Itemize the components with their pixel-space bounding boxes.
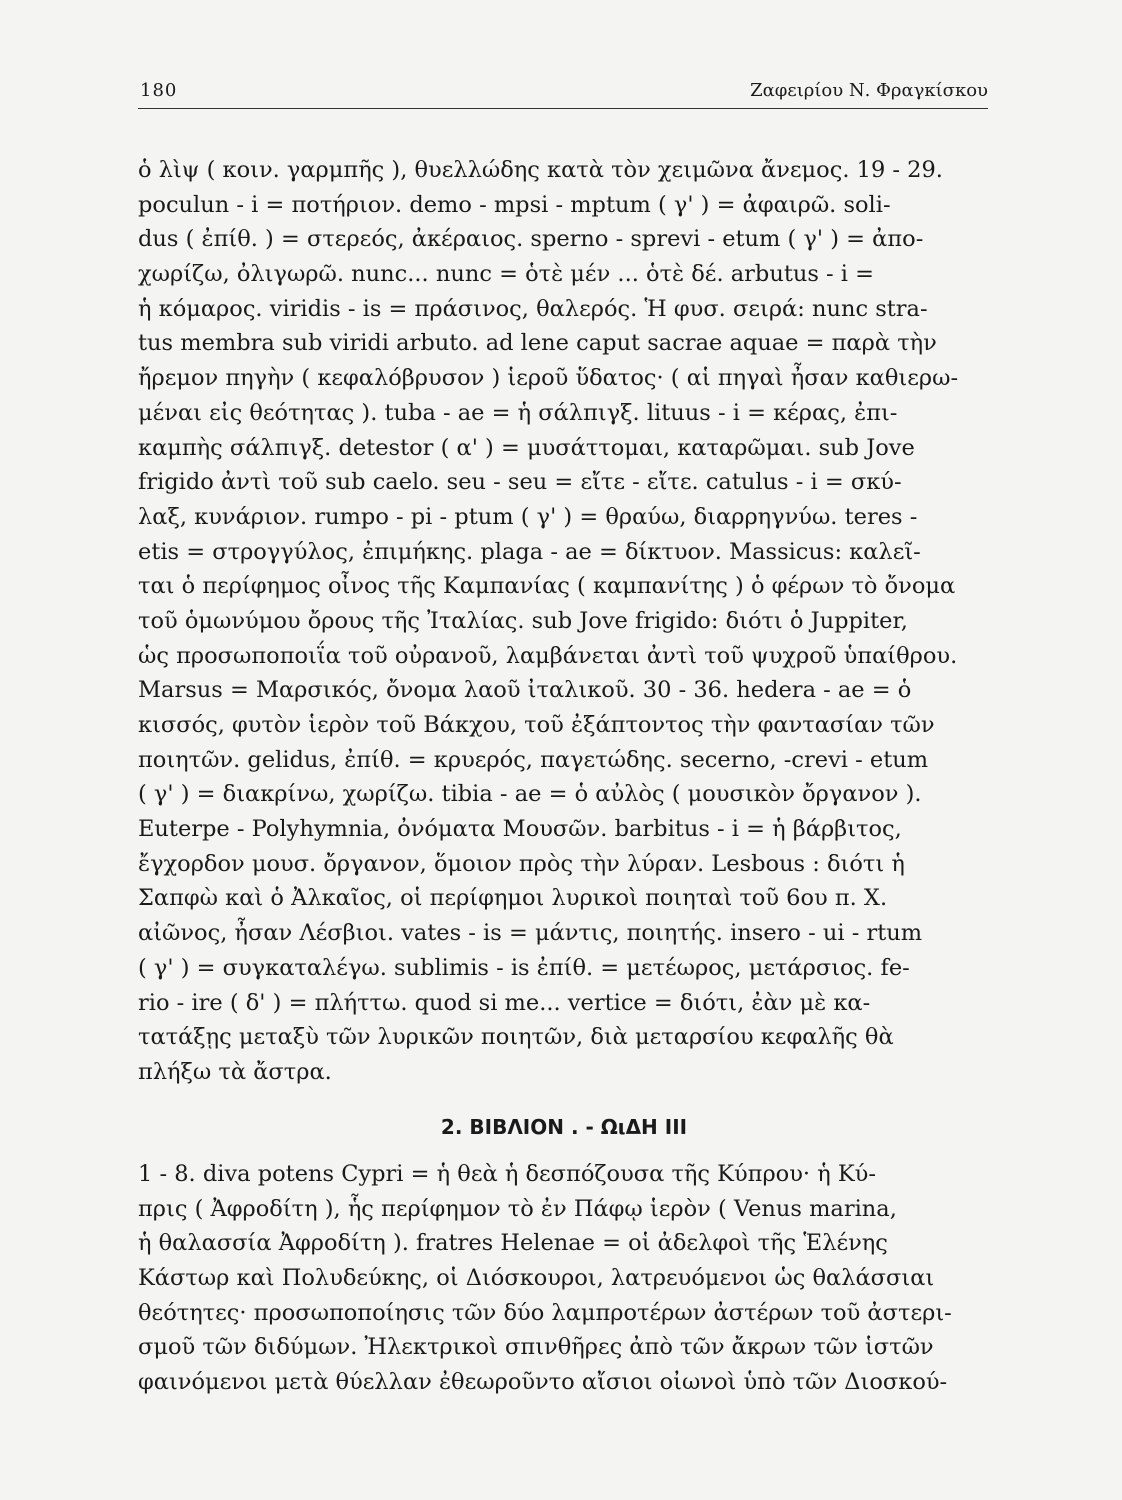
- section-heading: 2. ΒΙΒΛΙΟΝ . - ΩιΔΗ ΙΙΙ: [440, 1115, 688, 1139]
- text-line: θεότητες· προσωποποίησις τῶν δύο λαμπροτέρων ἀστέρων τοῦ ἀστερι-: [138, 1299, 952, 1326]
- text-line: Marsus = Μαρσικός, ὄνομα λαοῦ ἰταλικοῦ. 30 - 36. hedera - ae = ὁ: [138, 677, 912, 704]
- text-line: σμοῦ τῶν διδύμων. Ἠλεκτρικοὶ σπινθῆρες ἀπὸ τῶν ἄκρων τῶν ἱστῶν: [138, 1334, 934, 1361]
- text-line: τοῦ ὁμωνύμου ὄρους τῆς Ἰταλίας. sub Jove frigido: διότι ὁ Juppiter,: [138, 607, 908, 634]
- page-number: 180: [140, 80, 178, 101]
- section-text: [138, 1157, 990, 1400]
- commentary-text: [138, 153, 990, 1090]
- text-line: poculun - i = ποτήριον. demo - mpsi - mptum ( γ' ) = ἀφαιρῶ. soli-: [138, 191, 891, 218]
- text-line: ὁ λὶψ ( κοιν. γαρμπῆς ), θυελλώδης κατὰ τὸν χειμῶνα ἄνεμος. 19 - 29.: [138, 157, 943, 183]
- text-line: ( γ' ) = συγκαταλέγω. sublimis - is ἐπίθ. = μετέωρος, μετάρσιος. fe-: [138, 954, 910, 981]
- text-line: τατάξῃς μεταξὺ τῶν λυρικῶν ποιητῶν, διὰ μεταρσίου κεφαλῆς θὰ: [138, 1024, 894, 1051]
- text-line: ται ὁ περίφημος οἶνος τῆς Καμπανίας ( καμπανίτης ) ὁ φέρων τὸ ὄνομα: [138, 573, 956, 600]
- text-line: dus ( ἐπίθ. ) = στερεός, ἀκέραιος. sperno - sprevi - etum ( γ' ) = ἀπο-: [138, 226, 924, 253]
- running-head: Ζαφειρίου Ν. Φραγκίσκου: [750, 80, 988, 101]
- text-line: ἡ θαλασσία Ἀφροδίτη ). fratres Helenae = οἱ ἀδελφοὶ τῆς Ἑλένης: [138, 1230, 888, 1257]
- text-line: ἡ κόμαρος. viridis - is = πράσινος, θαλερός. Ἡ φυσ. σειρά: nunc stra-: [138, 295, 928, 322]
- text-line: Euterpe - Polyhymnia, ὀνόματα Μουσῶν. barbitus - i = ἡ βάρβιτος,: [138, 816, 902, 843]
- text-line: πρις ( Ἀφροδίτη ), ἧς περίφημον τὸ ἐν Πάφῳ ἱερὸν ( Venus marina,: [138, 1195, 897, 1222]
- text-line: Σαπφὼ καὶ ὁ Ἀλκαῖος, οἱ περίφημοι λυρικοὶ ποιηταὶ τοῦ 6ου π. Χ.: [138, 885, 888, 912]
- text-line: frigido ἀντὶ τοῦ sub caelo. seu - seu = εἴτε - εἴτε. catulus - i = σκύ-: [138, 469, 902, 496]
- text-line: ( γ' ) = διακρίνω, χωρίζω. tibia - ae = ὁ αὐλὸς ( μουσικὸν ὄργανον ).: [138, 781, 922, 808]
- text-line: φαινόμενοι μετὰ θύελλαν ἐθεωροῦντο αἴσιοι οἰωνοὶ ὑπὸ τῶν Διοσκού-: [138, 1369, 948, 1396]
- text-line: κισσός, φυτὸν ἱερὸν τοῦ Βάκχου, τοῦ ἐξάπτοντος τὴν φαντασίαν τῶν: [138, 712, 935, 738]
- text-line: χωρίζω, ὀλιγωρῶ. nunc... nunc = ὁτὲ μέν ... ὁτὲ δέ. arbutus - i =: [138, 261, 875, 288]
- text-line: πλήξω τὰ ἄστρα.: [138, 1058, 332, 1085]
- text-line: αἰῶνος, ἦσαν Λέσβιοι. vates - is = μάντις, ποιητής. insero - ui - rtum: [138, 920, 923, 947]
- text-line: rio - ire ( δ' ) = πλήττω. quod si me... vertice = διότι, ἐὰν μὲ κα-: [138, 989, 871, 1016]
- text-line: 1 - 8. diva potens Cypri = ἡ θεὰ ἡ δεσπόζουσα τῆς Κύπρου· ἡ Κύ-: [138, 1161, 876, 1187]
- text-line: tus membra sub viridi arbuto. ad lene caput sacrae aquae = παρὰ τὴν: [138, 330, 937, 357]
- text-line: etis = στρογγύλος, ἐπιμήκης. plaga - ae = δίκτυον. Massicus: καλεῖ-: [138, 538, 921, 565]
- text-line: μέναι εἰς θεότητας ). tuba - ae = ἡ σάλπιγξ. lituus - i = κέρας, ἐπι-: [138, 399, 898, 426]
- text-line: Κάστωρ καὶ Πολυδεύκης, οἱ Διόσκουροι, λατρευόμενοι ὡς θαλάσσιαι: [138, 1265, 935, 1292]
- page-header: [138, 78, 988, 109]
- text-line: λαξ, κυνάριον. rumpo - pi - ptum ( γ' ) = θραύω, διαρρηγνύω. teres -: [138, 503, 918, 530]
- text-line: ποιητῶν. gelidus, ἐπίθ. = κρυερός, παγετώδης. secerno, -crevi - etum: [138, 746, 929, 773]
- text-line: καμπὴς σάλπιγξ. detestor ( α' ) = μυσάττομαι, καταρῶμαι. sub Jove: [138, 434, 915, 461]
- text-line: ὡς προσωποποιΐα τοῦ οὐρανοῦ, λαμβάνεται ἀντὶ τοῦ ψυχροῦ ὑπαίθρου.: [138, 642, 958, 669]
- text-line: ἤρεμον πηγὴν ( κεφαλόβρυσον ) ἱεροῦ ὕδατος· ( αἱ πηγαὶ ἦσαν καθιερω-: [138, 365, 959, 392]
- text-line: ἔγχορδον μουσ. ὄργανον, ὅμοιον πρὸς τὴν λύραν. Lesbous : διότι ἡ: [138, 850, 905, 877]
